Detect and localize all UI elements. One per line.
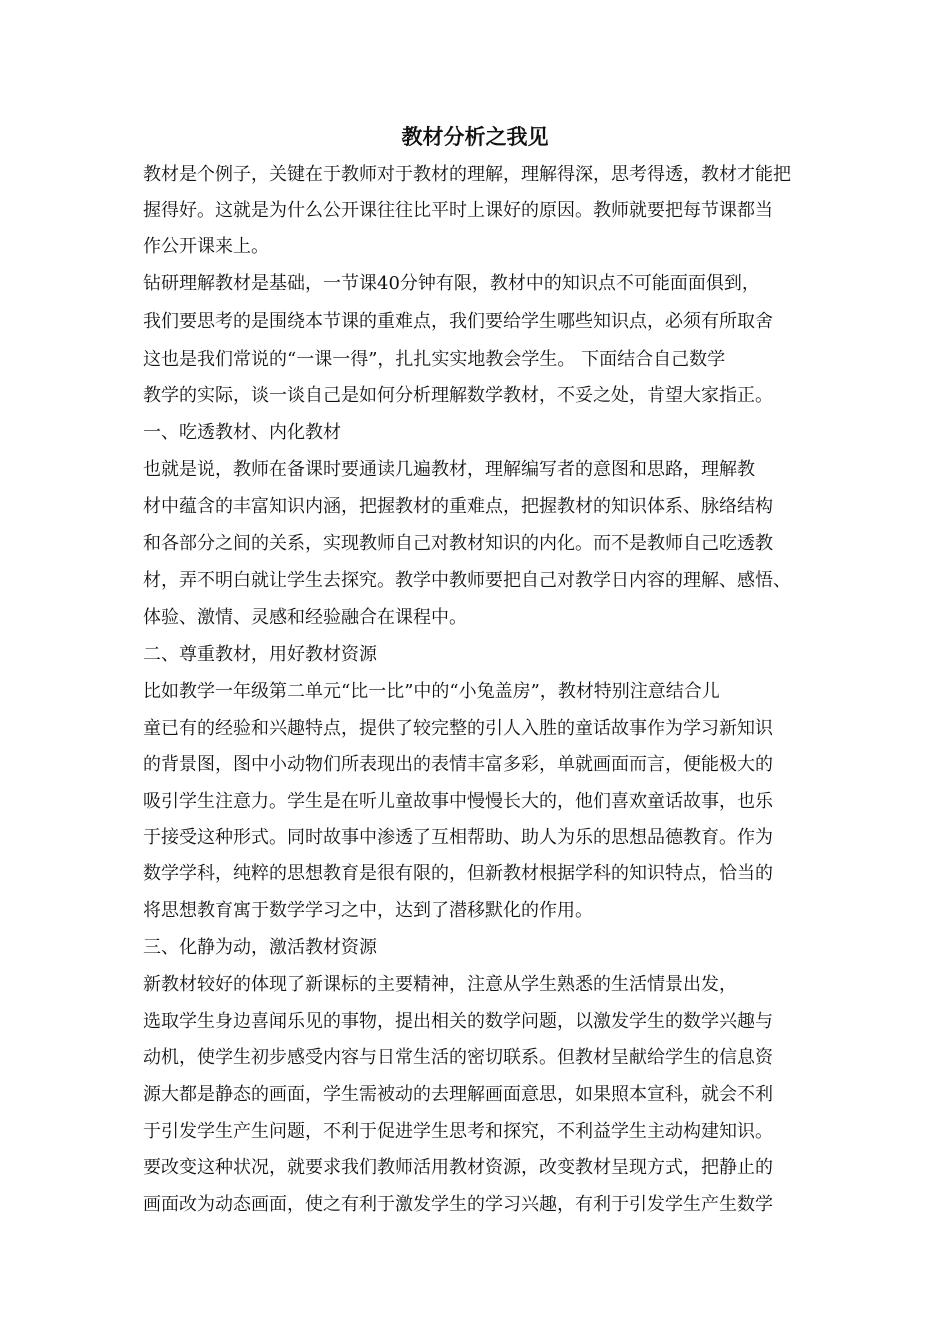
body-line: 吸引学生注意力。学生是在听儿童故事中慢慢长大的，他们喜欢童话故事，也乐 xyxy=(143,791,773,812)
body-line: 二、尊重教材，用好教材资源 xyxy=(143,644,377,665)
body-line: 三、化静为动，激活教材资源 xyxy=(143,937,377,958)
body-line: 和各部分之间的关系，实现教师自己对教材知识的内化。而不是教师自己吃透教 xyxy=(143,533,773,554)
body-line: 教材是个例子，关键在于教师对于教材的理解，理解得深，思考得透，教材才能把 xyxy=(143,164,791,185)
body-line: 画面改为动态画面，使之有利于激发学生的学习兴趣，有利于引发学生产生数学 xyxy=(143,1194,773,1215)
body-line: 材，弄不明白就让学生去探究。教学中教师要把自己对教学日内容的理解、感悟、 xyxy=(143,570,791,591)
body-line: 钻研理解教材是基础，一节课40分钟有限，教材中的知识点不可能面面俱到， xyxy=(143,273,760,294)
body-line: 要改变这种状况，就要求我们教师活用教材资源，改变教材呈现方式，把静止的 xyxy=(143,1157,773,1178)
body-line: 作公开课来上。 xyxy=(143,236,269,257)
body-line: 选取学生身边喜闻乐见的事物，提出相关的数学问题，以激发学生的数学兴趣与 xyxy=(143,1011,773,1032)
body-line: 源大都是静态的画面，学生需被动的去理解画面意思，如果照本宣科，就会不利 xyxy=(143,1084,773,1105)
document-title: 教材分析之我见 xyxy=(401,124,549,149)
body-line: 体验、激情、灵感和经验融合在课程中。 xyxy=(143,607,467,628)
body-line: 新教材较好的体现了新课标的主要精神，注意从学生熟悉的生活情景出发， xyxy=(143,974,737,995)
body-line: 将思想教育寓于数学学习之中，达到了潜移默化的作用。 xyxy=(143,900,593,921)
body-line: 动机，使学生初步感受内容与日常生活的密切联系。但教材呈献给学生的信息资 xyxy=(143,1047,773,1068)
body-line: 数学学科，纯粹的思想教育是很有限的，但新教材根据学科的知识特点，恰当的 xyxy=(143,863,773,884)
body-line: 我们要思考的是围绕本节课的重难点，我们要给学生哪些知识点，必须有所取舍 xyxy=(143,311,773,332)
body-line: 材中蕴含的丰富知识内涵，把握教材的重难点，把握教材的知识体系、脉络结构 xyxy=(143,496,773,517)
body-line: 童已有的经验和兴趣特点，提供了较完整的引人入胜的童话故事作为学习新知识 xyxy=(143,718,773,739)
body-line: 这也是我们常说的“一课一得”，扎扎实实地教会学生。 下面结合自己数学 xyxy=(143,349,726,370)
body-line: 也就是说，教师在备课时要通读几遍教材，理解编写者的意图和思路，理解教 xyxy=(143,459,755,480)
body-line: 于引发学生产生问题，不利于促进学生思考和探究，不利益学生主动构建知识。 xyxy=(143,1121,773,1142)
body-line: 比如教学一年级第二单元“比一比”中的“小兔盖房”，教材特别注意结合儿 xyxy=(143,681,720,702)
body-line: 一、吃透教材、内化教材 xyxy=(143,422,341,443)
body-line: 的背景图，图中小动物们所表现出的表情丰富多彩，单就画面而言，便能极大的 xyxy=(143,754,773,775)
body-line: 握得好。这就是为什么公开课往往比平时上课好的原因。教师就要把每节课都当 xyxy=(143,200,773,221)
body-line: 于接受这种形式。同时故事中渗透了互相帮助、助人为乐的思想品德教育。作为 xyxy=(143,827,773,848)
body-line: 教学的实际，谈一谈自己是如何分析理解数学教材，不妥之处，肯望大家指正。 xyxy=(143,385,773,406)
